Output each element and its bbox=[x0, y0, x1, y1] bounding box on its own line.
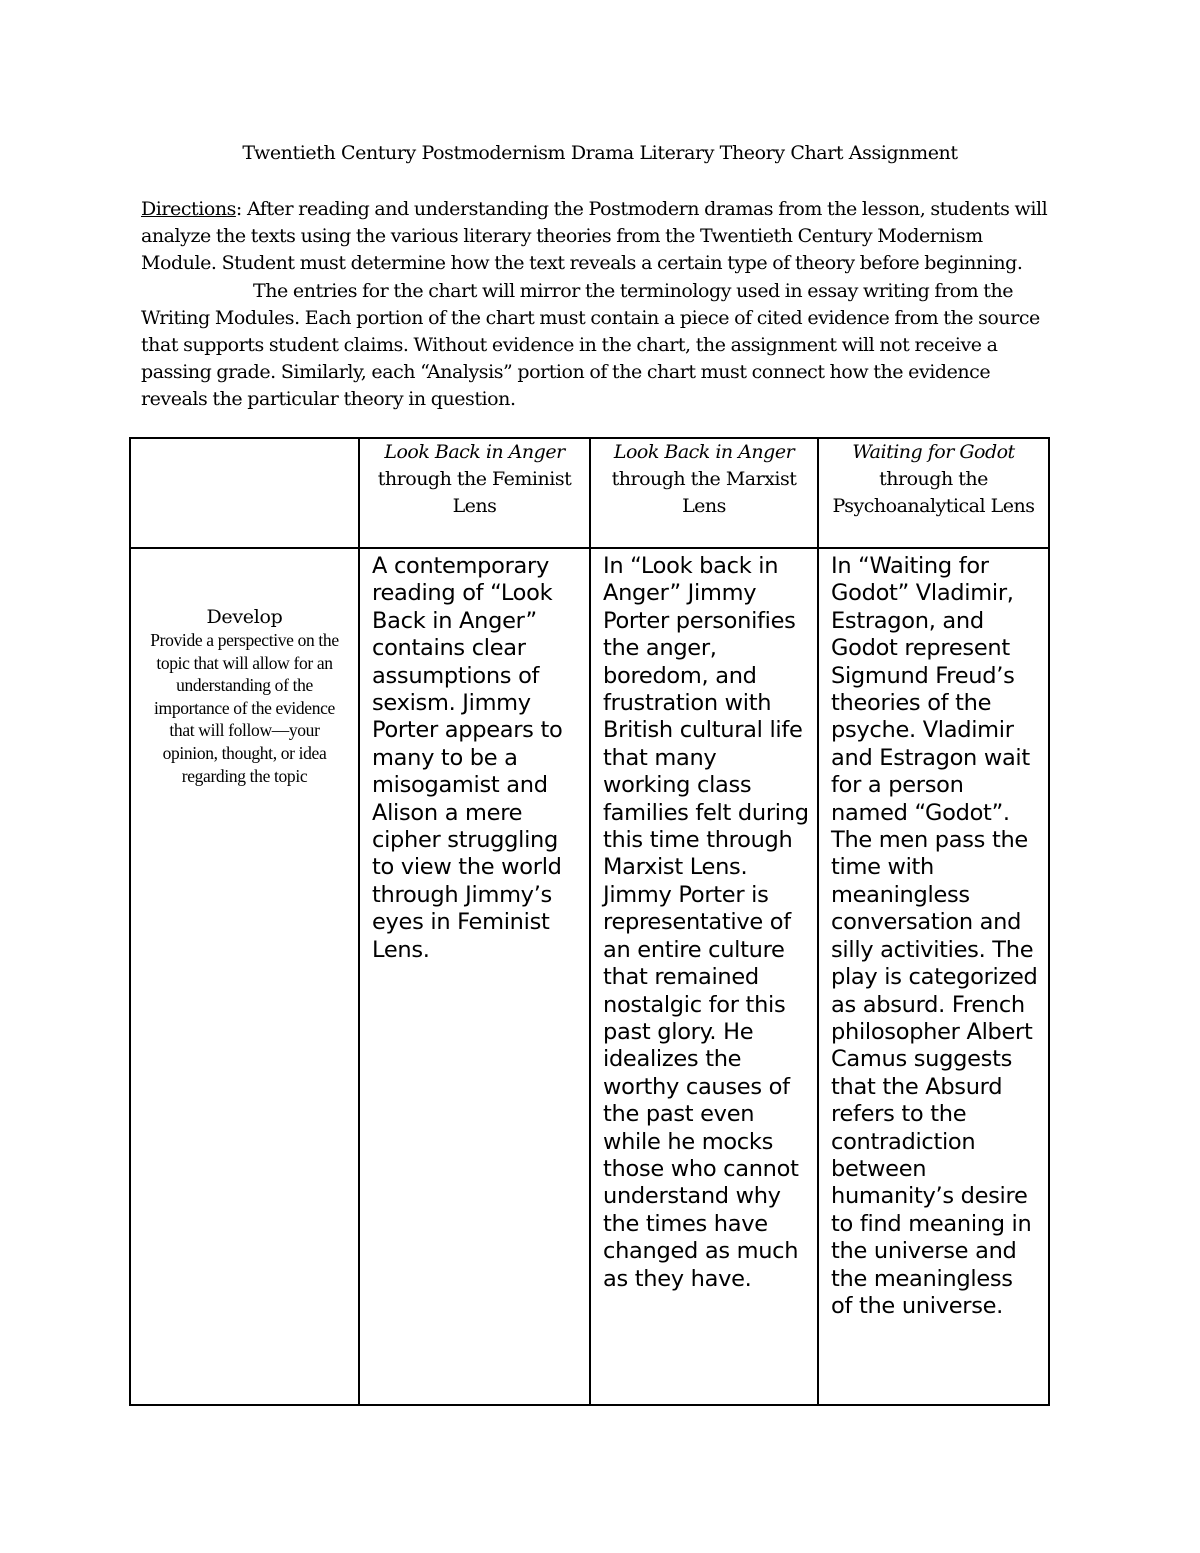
answer-feminist: A contemporary reading of “Look Back in Anger” contains clear assumptions of sexism. Jimmy Porter appears to many to be a misogamist and Alison a mere cipher struggling to view the world through Jimmy’s eyes in Feminist Lens. bbox=[359, 548, 590, 1405]
column-header-psychoanalytical bbox=[818, 438, 1049, 548]
row-header-develop bbox=[130, 548, 359, 1405]
column-lens-label: through the Marxist Lens bbox=[611, 468, 797, 517]
answer-marxist: In “Look back in Anger” Jimmy Porter personifies the anger, boredom, and frustration with British cultural life that many working class families felt during this time through Marxist Lens. Jimmy Porter is representative of an entire culture that remained nostalgic for this past glory. He idealizes the worthy causes of the past even while he mocks those who cannot understand why the times have changed as much as they have. bbox=[590, 548, 818, 1405]
column-work-title: Waiting for Godot bbox=[852, 441, 1015, 463]
directions-paragraph-1 bbox=[141, 196, 1051, 278]
directions-label: Directions bbox=[141, 198, 236, 220]
column-lens-label: through the Feminist Lens bbox=[377, 468, 572, 517]
column-work-title: Look Back in Anger bbox=[384, 441, 565, 463]
literary-theory-chart bbox=[129, 437, 1050, 1406]
row-description: Provide a perspective on the topic that will allow for an understanding of the importance of the evidence that will follow—your opinion, thought, or idea regarding the topic bbox=[150, 630, 339, 786]
chart-header-row bbox=[130, 438, 1049, 548]
column-header-marxist bbox=[590, 438, 818, 548]
column-work-title: Look Back in Anger bbox=[613, 441, 795, 463]
row-title: Develop bbox=[206, 606, 283, 628]
chart-row-develop bbox=[130, 548, 1049, 1405]
directions-text: : After reading and understanding the Postmodern dramas from the lesson, students will analyze the texts using the various literary theories from the Twentieth Century Modernism Module. Student must determine how the text reveals a certain type of theory before beginning. bbox=[141, 198, 1048, 275]
column-lens-label: through the Psychoanalytical Lens bbox=[832, 468, 1035, 517]
directions-section bbox=[141, 196, 1051, 414]
column-header-feminist bbox=[359, 438, 590, 548]
page-title: Twentieth Century Postmodernism Drama Literary Theory Chart Assignment bbox=[242, 142, 958, 164]
chart-corner-cell bbox=[130, 438, 359, 548]
answer-psychoanalytical: In “Waiting for Godot” Vladimir, Estragon, and Godot represent Sigmund Freud’s theories of the psyche. Vladimir and Estragon wait for a person named “Godot”. The men pass the time with meaningless conversation and silly activities. The play is categorized as absurd. French philosopher Albert Camus suggests that the Absurd refers to the contradiction between humanity’s desire to find meaning in the universe and the meaningless of the universe. bbox=[818, 548, 1049, 1405]
directions-paragraph-2: The entries for the chart will mirror the terminology used in essay writing from the Writing Modules. Each portion of the chart must contain a piece of cited evidence from the source that supports student claims. Without evidence in the chart, the assignment will not receive a passing grade. Similarly, each “Analysis” portion of the chart must connect how the evidence reveals the particular theory in question. bbox=[141, 279, 1040, 411]
